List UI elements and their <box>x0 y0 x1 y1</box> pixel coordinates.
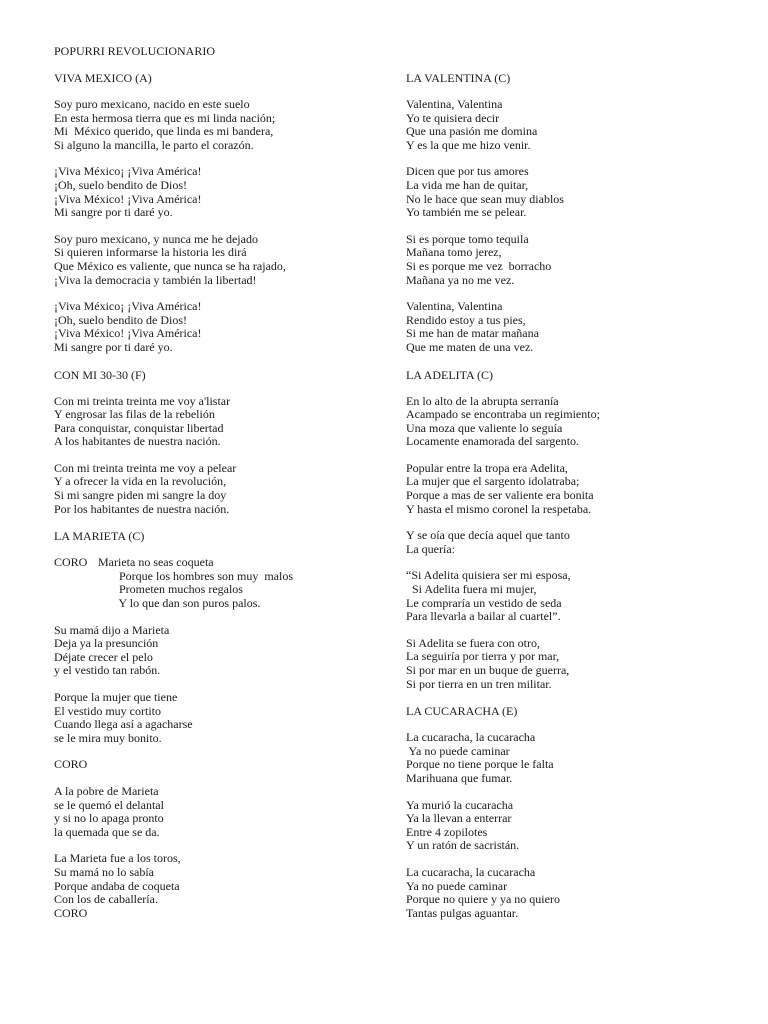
lyric-line: Déjate crecer el pelo <box>54 649 153 664</box>
chorus-marker: CORO <box>54 905 88 920</box>
lyric-line: Mañana ya no me vez. <box>406 272 515 287</box>
lyric-line: La Marieta fue a los toros, <box>54 851 181 866</box>
document-title: POPURRI REVOLUCIONARIO <box>54 44 216 58</box>
lyric-line: Prometen muchos regalos <box>98 582 243 597</box>
stanza <box>54 785 384 839</box>
lyric-line: Para conquistar, conquistar libertad <box>54 420 224 435</box>
lyric-line: Y hasta el mismo coronel la respetaba. <box>406 501 592 516</box>
lyric-line: La seguiría por tierra y por mar, <box>406 649 560 664</box>
stanza <box>54 233 384 287</box>
lyric-line: Yo te quisiera decir <box>406 110 500 125</box>
song-heading-con-mi-3030: CON MI 30-30 (F) <box>54 367 146 382</box>
stanza <box>54 98 384 152</box>
lyric-line: ¡Viva México¡ ¡Viva América! <box>54 164 202 179</box>
stanza <box>54 165 384 219</box>
stanza <box>406 233 746 287</box>
lyric-line: Mi sangre por ti daré yo. <box>54 339 173 354</box>
stanza <box>406 799 746 853</box>
lyric-line: Valentina, Valentina <box>406 97 503 111</box>
lyric-line: Ya la llevan a enterrar <box>406 811 512 826</box>
lyric-line: Porque no quiere y ya no quiero <box>406 892 560 907</box>
lyric-line: Marieta no seas coqueta <box>98 555 214 570</box>
lyric-line: Y lo que dan son puros palos. <box>98 596 261 611</box>
lyric-line: la quemada que se da. <box>54 824 160 839</box>
lyric-line: Ya murió la cucaracha <box>406 797 514 812</box>
lyric-line: Porque a mas de ser valiente era bonita <box>406 488 594 503</box>
lyric-line: Porque andaba de coqueta <box>54 878 180 893</box>
lyric-line: Si Adelita fuera mi mujer, <box>406 582 537 597</box>
stanza <box>406 529 746 556</box>
lyric-line: ¡Viva México! ¡Viva América! <box>54 326 202 341</box>
song-heading-la-marieta: LA MARIETA (C) <box>54 529 145 544</box>
lyric-line: Para llevarla a bailar al cuartel”. <box>406 609 561 624</box>
stanza <box>406 300 746 354</box>
lyric-line: No le hace que sean muy diablos <box>406 191 564 206</box>
lyric-line: Si quieren informarse la historia les dirá <box>54 245 247 260</box>
lyric-line: Su mamá no lo sabía <box>54 864 154 879</box>
lyric-line: Deja ya la presunción <box>54 636 159 651</box>
lyric-line: Soy puro mexicano, y nunca me he dejado <box>54 231 258 246</box>
stanza <box>54 624 384 678</box>
lyric-line: Con mi treinta treinta me voy a'listar <box>54 393 231 408</box>
lyric-line: Mañana tomo jerez, <box>406 245 502 260</box>
lyric-line: se le quemó el delantal <box>54 797 164 812</box>
lyric-line: y el vestido tan rabón. <box>54 663 161 678</box>
lyric-line: Ya no puede caminar <box>406 743 510 758</box>
chorus-marker: CORO <box>54 757 88 772</box>
lyric-line: Por los habitantes de nuestra nación. <box>54 501 230 516</box>
lyric-line: Y se oía que decía aquel que tanto <box>406 528 570 543</box>
lyric-line: ¡Oh, suelo bendito de Dios! <box>54 177 187 192</box>
lyric-line: Con mi treinta treinta me voy a pelear <box>54 460 237 475</box>
right-column <box>406 71 746 920</box>
stanza <box>406 731 746 785</box>
stanza <box>406 395 746 449</box>
song-heading-viva-mexico: VIVA MEXICO (A) <box>54 71 152 85</box>
lyric-line: Que una pasión me domina <box>406 124 538 139</box>
lyric-line: El vestido muy cortito <box>54 703 161 718</box>
chorus-block <box>54 556 384 610</box>
lyric-line: Si mi sangre piden mi sangre la doy <box>54 488 227 503</box>
lyric-line: Porque no tiene porque le falta <box>406 757 554 772</box>
left-column <box>54 71 384 920</box>
lyric-line: Mi México querido, que linda es mi bandera, <box>54 124 274 139</box>
lyric-line: ¡Viva la democracia y también la libertad! <box>54 272 257 287</box>
song-heading-la-cucaracha: LA CUCARACHA (E) <box>406 704 518 719</box>
lyric-line: Yo también me se pelear. <box>406 205 527 220</box>
lyric-line: La mujer que el sargento idolatraba; <box>406 474 580 489</box>
lyric-line: Dicen que por tus amores <box>406 164 529 179</box>
lyric-line: Una moza que valiente lo seguía <box>406 420 563 435</box>
lyric-line: Valentina, Valentina <box>406 299 503 314</box>
lyric-line: Acampado se encontraba un regimiento; <box>406 407 600 422</box>
lyric-line: Locamente enamorada del sargento. <box>406 434 580 449</box>
lyric-line: Si es porque me vez borracho <box>406 258 552 273</box>
stanza <box>54 758 384 772</box>
lyric-line: Y a ofrecer la vida en la revolución, <box>54 474 227 489</box>
lyric-line: Tantas pulgas aguantar. <box>406 905 519 920</box>
lyric-line: Popular entre la tropa era Adelita, <box>406 460 568 475</box>
stanza <box>406 165 746 219</box>
lyric-line: Rendido estoy a tus pies, <box>406 312 526 327</box>
stanza <box>406 866 746 920</box>
lyric-line: Le compraría un vestido de seda <box>406 595 562 610</box>
lyric-line: A la pobre de Marieta <box>54 783 159 798</box>
stanza <box>54 852 384 920</box>
lyric-line: Y es la que me hizo venir. <box>406 137 531 152</box>
stanza <box>54 691 384 745</box>
lyric-line: La cucaracha, la cucaracha <box>406 730 536 745</box>
lyric-line: Con los de caballería. <box>54 892 158 907</box>
lyric-line: Que México es valiente, que nunca se ha rajado, <box>54 258 286 273</box>
lyric-line: Que me maten de una vez. <box>406 339 534 354</box>
lyric-line: Porque los hombres son muy malos <box>98 568 293 583</box>
lyric-line: y si no lo apaga pronto <box>54 811 164 826</box>
chorus-lines <box>54 556 384 610</box>
stanza <box>406 569 746 623</box>
chorus-label: CORO <box>54 555 88 570</box>
lyric-line: La vida me han de quitar, <box>406 177 529 192</box>
lyric-line: En esta hermosa tierra que es mi linda nación; <box>54 110 276 125</box>
song-heading-la-adelita: LA ADELITA (C) <box>406 367 494 382</box>
stanza <box>406 462 746 516</box>
stanza <box>54 462 384 516</box>
lyric-line: ¡Oh, suelo bendito de Dios! <box>54 312 187 327</box>
stanza <box>406 98 746 152</box>
song-heading-la-valentina: LA VALENTINA (C) <box>406 71 511 85</box>
lyric-line: Ya no puede caminar <box>406 878 508 893</box>
stanza <box>54 395 384 449</box>
lyric-line: Cuando llega así a agacharse <box>54 717 193 732</box>
lyric-line: Si alguno la mancilla, le parto el corazón. <box>54 137 254 152</box>
lyric-line: A los habitantes de nuestra nación. <box>54 434 221 449</box>
lyric-line: ¡Viva México! ¡Viva América! <box>54 191 202 206</box>
lyric-line: La quería: <box>406 541 455 556</box>
lyric-line: Si es porque tomo tequila <box>406 231 529 246</box>
lyric-line: Si Adelita se fuera con otro, <box>406 635 540 650</box>
lyric-line: Si me han de matar mañana <box>406 326 539 341</box>
lyric-line: Si por mar en un buque de guerra, <box>406 663 570 677</box>
stanza <box>54 300 384 354</box>
lyric-line: Y un ratón de sacristán. <box>406 838 520 853</box>
lyric-line: Si por tierra en un tren militar. <box>406 676 552 691</box>
lyric-line: Mi sangre por ti daré yo. <box>54 205 173 220</box>
stanza <box>406 637 746 691</box>
lyric-line: En lo alto de la abrupta serranía <box>406 393 559 408</box>
lyric-line: Su mamá dijo a Marieta <box>54 622 170 637</box>
lyric-line: Entre 4 zopilotes <box>406 824 488 839</box>
lyric-line: Marihuana que fumar. <box>406 770 513 785</box>
lyric-line: “Si Adelita quisiera ser mi esposa, <box>406 568 571 583</box>
lyric-line: Porque la mujer que tiene <box>54 690 178 704</box>
lyric-line: La cucaracha, la cucaracha <box>406 864 536 879</box>
lyric-line: se le mira muy bonito. <box>54 730 162 745</box>
lyric-line: ¡Viva México¡ ¡Viva América! <box>54 299 202 314</box>
lyric-line: Y engrosar las filas de la rebelión <box>54 407 215 422</box>
lyric-line: Soy puro mexicano, nacido en este suelo <box>54 97 250 111</box>
